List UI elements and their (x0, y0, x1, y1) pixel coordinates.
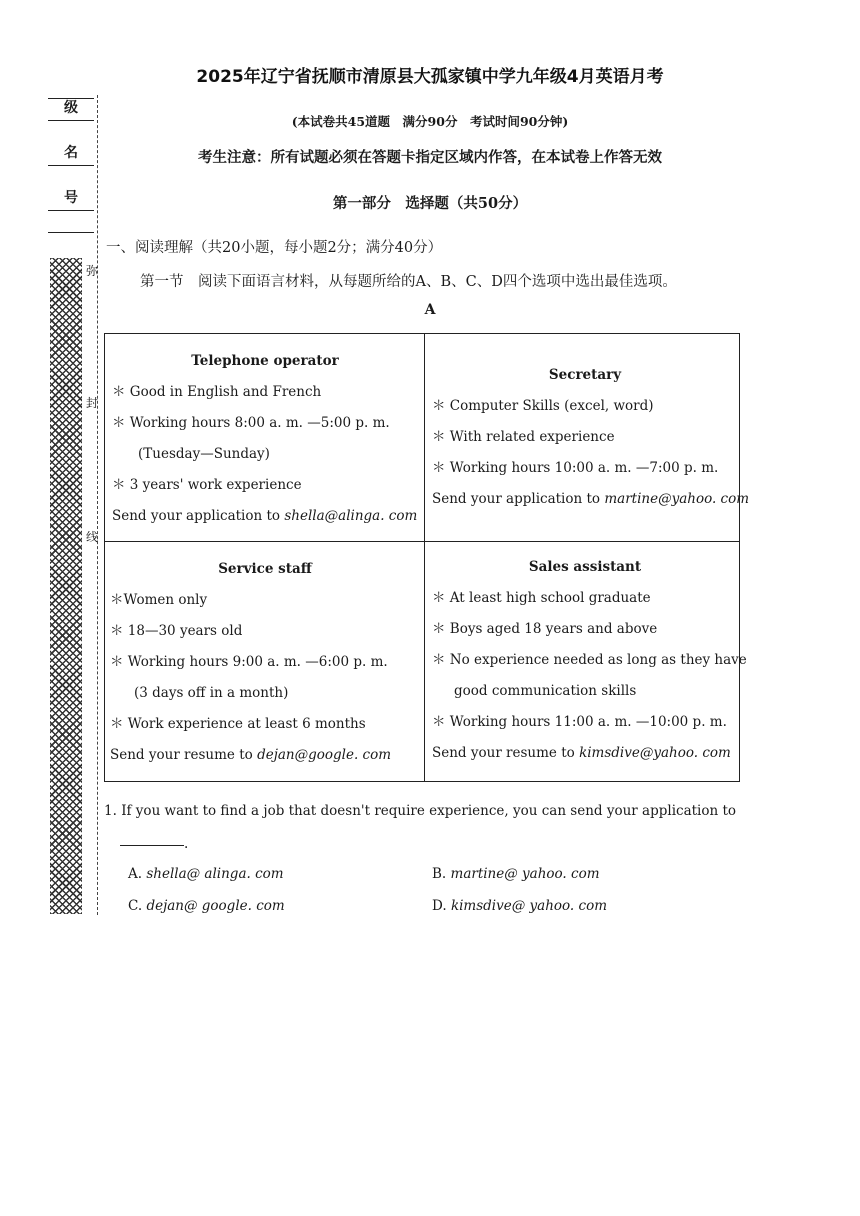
option-a[interactable] (128, 866, 284, 882)
question-number: 1. (104, 803, 117, 819)
contact-text: Send your resume to (432, 745, 580, 761)
contact-email: martine@yahoo. com (604, 491, 750, 507)
number-field-label: 号 (48, 188, 94, 211)
job-requirement: ＊ Working hours 9:00 a. m. —6:00 p. m. (110, 654, 388, 670)
job-requirement: good communication skills (454, 683, 637, 699)
table-horizontal-divider (104, 541, 740, 542)
question-1 (104, 798, 754, 824)
name-field-label: 名 (48, 143, 94, 166)
option-letter: C. (128, 898, 143, 914)
part-title: 第一部分 选择题（共50分） (332, 195, 528, 212)
job-ad-secretary (432, 360, 750, 515)
binding-hatch-strip (50, 258, 82, 914)
exam-info: (本试卷共45道题 满分90分 考试时间90分钟) (291, 114, 569, 129)
option-letter: A. (128, 866, 143, 882)
question-end-period: . (184, 836, 189, 852)
question-stem: If you want to find a job that doesn't require experience, you can send your application to (121, 803, 737, 819)
contact-email: dejan@google. com (257, 747, 392, 763)
job-requirement: ＊ Working hours 11:00 a. m. —10:00 p. m. (432, 714, 727, 730)
job-title: Telephone operator (191, 353, 339, 369)
seal-char-xian: 线 (86, 530, 99, 544)
job-requirement: (3 days off in a month) (134, 685, 289, 701)
option-text: dejan@ google. com (146, 898, 285, 914)
job-requirement: ＊ At least high school graduate (432, 590, 651, 606)
seal-char-feng: 封 (86, 396, 99, 410)
option-letter: D. (432, 898, 447, 914)
exam-notice: 考生注意：所有试题必须在答题卡指定区域内作答，在本试卷上作答无效 (198, 149, 662, 166)
passage-label: A (424, 302, 436, 318)
job-title: Service staff (218, 561, 312, 577)
job-contact (432, 738, 738, 769)
option-text: martine@ yahoo. com (450, 866, 600, 882)
job-contact (432, 484, 750, 515)
job-title: Sales assistant (528, 559, 642, 575)
option-letter: B. (432, 866, 447, 882)
job-requirement: ＊ Good in English and French (112, 384, 322, 400)
job-requirement: ＊ No experience needed as long as they have (432, 652, 747, 668)
job-ad-service-staff (110, 554, 420, 771)
answer-blank (120, 844, 184, 846)
contact-text: Send your resume to (110, 747, 258, 763)
job-requirement: ＊ Boys aged 18 years and above (432, 621, 658, 637)
option-text: shella@ alinga. com (146, 866, 284, 882)
job-requirement: (Tuesday—Sunday) (138, 446, 270, 462)
job-requirement: ＊ With related experience (432, 429, 615, 445)
contact-text: Send your application to (112, 508, 285, 524)
job-requirement: ＊ 3 years' work experience (112, 477, 302, 493)
binding-field-blank (48, 212, 94, 233)
section-title: 一、阅读理解（共20小题，每小题2分；满分40分） (106, 240, 443, 256)
option-c[interactable] (128, 898, 285, 914)
binding-dashed-line (97, 95, 98, 915)
contact-email: shella@alinga. com (284, 508, 418, 524)
job-requirement: ＊ Work experience at least 6 months (110, 716, 366, 732)
seal-char-mi: 弥 (86, 264, 99, 278)
answer-blank-line (120, 836, 188, 852)
job-requirement: ＊ Computer Skills (excel, word) (432, 398, 654, 414)
job-requirement: ＊ Working hours 8:00 a. m. —5:00 p. m. (112, 415, 390, 431)
class-field-label: 级 (48, 98, 94, 121)
option-b[interactable] (432, 866, 600, 882)
job-ad-telephone-operator (112, 346, 418, 532)
contact-email: kimsdive@yahoo. com (579, 745, 731, 761)
job-contact (110, 740, 420, 771)
job-contact (112, 501, 418, 532)
option-text: kimsdive@ yahoo. com (450, 898, 607, 914)
exam-title: 2025年辽宁省抚顺市清原县大孤家镇中学九年级4月英语月考 (196, 67, 664, 87)
job-requirement: ＊ Working hours 10:00 a. m. —7:00 p. m. (432, 460, 719, 476)
table-vertical-divider (424, 333, 425, 782)
option-d[interactable] (432, 898, 607, 914)
section-instruction: 第一节 阅读下面语言材料，从每题所给的A、B、C、D四个选项中选出最佳选项。 (140, 274, 677, 290)
job-ad-sales-assistant (432, 552, 747, 769)
job-title: Secretary (548, 367, 622, 383)
job-requirement: ＊ 18—30 years old (110, 623, 243, 639)
contact-text: Send your application to (432, 491, 605, 507)
job-requirement: ＊Women only (110, 592, 208, 608)
